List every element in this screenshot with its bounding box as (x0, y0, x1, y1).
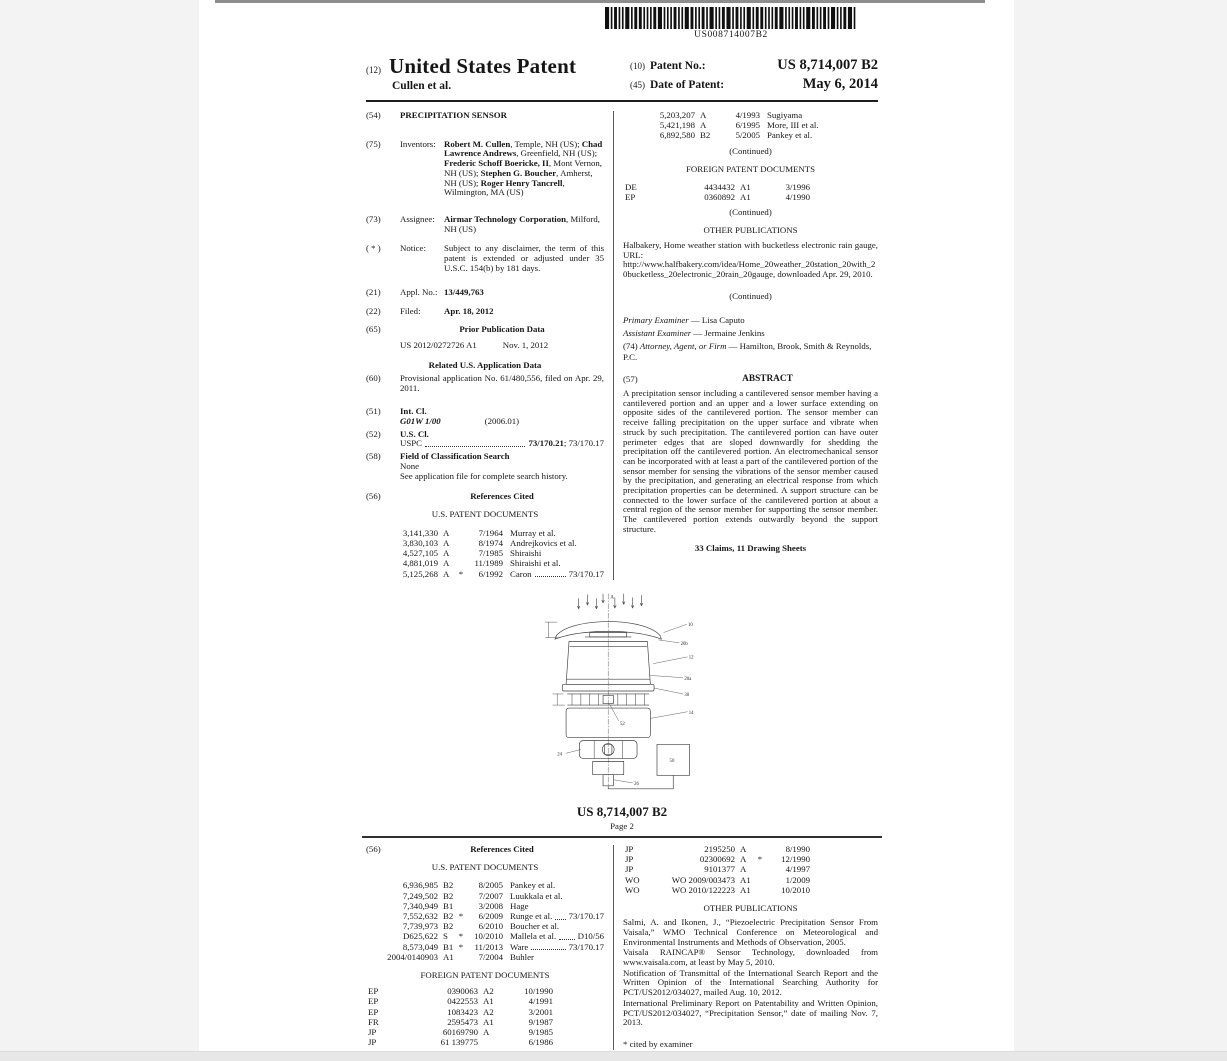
continued-label-us: (Continued) (729, 146, 772, 157)
page2-label: Page 2 (610, 821, 634, 831)
us-patent-reference-row: 8,573,049 B1 * 11/2013 Ware 73/170.17 (402, 941, 604, 952)
notice-row (366, 244, 604, 273)
notice-text: Subject to any disclaimer, the term of this patent is extended or adjusted under 35 U.S.C. 154(b) by 181 days. (444, 243, 604, 273)
provisional-inid: (60) (366, 372, 381, 383)
us-patent-reference-row: 3,830,103 A 8/1974 Andrejkovics et al. (402, 537, 577, 548)
us-references-table-p1-right (623, 111, 878, 141)
page2-refs-inid: (56) (366, 844, 381, 854)
figure-label-24: 24 (557, 752, 563, 758)
assignee-inid: (73) (366, 213, 381, 224)
invention-title: PRECIPITATION SENSOR (400, 110, 507, 120)
uspc-line (366, 439, 604, 449)
page2-right-column (613, 845, 878, 1050)
figure-label-20a: 20a (684, 676, 692, 682)
uscl-label: U.S. Cl. (400, 428, 429, 439)
us-patent-reference-row: 6,892,580 B2 5/2005 Pankey et al. (659, 130, 813, 141)
us-cl-block (366, 430, 604, 449)
related-app-heading: Related U.S. Application Data (428, 360, 542, 371)
inventor-byline: Cullen et al. (392, 80, 452, 92)
foreign-references-table-p2-left (366, 987, 604, 1048)
continued-label-pubs: (Continued) (729, 290, 772, 301)
publication-entry-isr: Notification of Transmittal of the International Search Report and the Written Opinion of the International Searching Authority for PCT/US2012/034027, mailed Aug. 10, 2012. (623, 967, 878, 998)
masthead-right (630, 54, 878, 95)
patent-document-page (199, 0, 1014, 1060)
filed-inid: (22) (366, 306, 381, 317)
patent-no-inid: (10) (630, 61, 645, 71)
us-references-table-p2 (366, 881, 604, 962)
appl-label: Appl. No.: (400, 287, 438, 298)
appl-inid: (21) (366, 287, 381, 298)
focs-see-application: See application file for complete search history. (400, 470, 568, 481)
invention-title-row (366, 111, 604, 121)
other-publications-heading: OTHER PUBLICATIONS (703, 225, 798, 236)
us-patent-documents-heading: U.S. PATENT DOCUMENTS (431, 508, 539, 519)
other-publication-entry: Halbakery, Home weather station with bucketless electronic rain gauge, URL: http://www.halfbakery.com/idea/Home_20weather_20station_20with_20bucketless_20electronic_20rain_20gauge, downloaded Apr. 29, 2010. (623, 239, 878, 279)
focs-none: None (400, 460, 420, 471)
publication-entry-iprp: International Preliminary Report on Patentability and Written Opinion, PCT/US2012/034027, “Precipitation Sensor,” date of mailing Nov. 7, 2013. (623, 997, 878, 1028)
pubdata-date: Nov. 1, 2012 (502, 339, 549, 350)
page2-patent-number: US 8,714,007 B2 (576, 804, 668, 819)
us-patent-reference-row: 6,936,985 B2 8/2005 Pankey et al. (402, 880, 556, 891)
foreign-patent-reference-row: EP 1083423 A2 3/2001 (368, 1006, 553, 1017)
us-patent-reference-row: 5,203,207 A 4/1993 Sugiyama (659, 110, 803, 120)
page2-references-cited-title: References Cited (470, 844, 534, 854)
figure-label-12: 12 (688, 655, 694, 661)
application-number-row (366, 288, 604, 298)
barcode-block (605, 7, 857, 40)
page1-columns (366, 111, 878, 580)
figure-label-10: 10 (688, 622, 693, 628)
attorney-line: (74) Attorney, Agent, or Firm — Hamilton, Brook, Smith & Reynolds, P.C. (623, 341, 872, 362)
barcode-icon (605, 7, 857, 29)
assignee-row (366, 215, 604, 234)
uspc-primary-class: 73/170.21 (528, 438, 564, 449)
rib-section (568, 694, 649, 705)
assistant-examiner-line: Assistant Examiner — Jermaine Jenkins (623, 328, 765, 339)
dot-leader (425, 439, 525, 447)
us-patent-reference-row: 7,249,502 B2 7/2007 Luukkala et al. (402, 890, 563, 901)
abstract-heading-row (623, 375, 878, 385)
patent-figure (538, 591, 708, 791)
figure-label-50: 50 (669, 759, 675, 765)
pubdata-inid: (65) (366, 323, 381, 334)
foreign-patent-documents-heading: FOREIGN PATENT DOCUMENTS (685, 163, 816, 174)
us-patent-reference-row: 2004/0140903 A1 7/2004 Buhler (387, 951, 534, 962)
us-references-table-p1-left (366, 529, 604, 580)
claims-summary-line: 33 Claims, 11 Drawing Sheets (694, 542, 807, 553)
page2-rule (362, 836, 882, 838)
filed-label: Filed: (400, 306, 421, 317)
field-of-search-block (366, 452, 604, 481)
figure-label-20b: 20b (680, 642, 688, 648)
patent-date-row (630, 76, 878, 93)
refs-inid: (56) (366, 491, 381, 502)
foreign-patent-reference-row: WO WO 2010/122223 A1 10/2010 (625, 884, 810, 895)
inventors-label: Inventors: (400, 138, 436, 149)
publication-entry-salmi: Salmi, A. and Ikonen, J., “Piezoelectric Precipitation Sensor From Vaisala,” WMO Technical Conference on Meteorological and Environmental Instruments and Methods of Observation, 2005. (623, 917, 878, 947)
page-title: United States Patent (389, 54, 577, 78)
intcl-inid: (51) (366, 406, 381, 417)
provisional-row (366, 374, 604, 393)
foreign-references-table-p1 (623, 183, 878, 203)
abstract-text: A precipitation sensor including a cantilevered sensor member having a cantilevered portion and an upper and a lower surface extending on opposite sides of the cantilevered portion. The sensor member can receive falling precipitation on the upper surface and vibrate when struck by such precipitation. The cantilevered portion can have outer perimeter edges that are sloped downwardly for shedding the precipitation off the cantilevered portion. An electromechanical sensor can be incorporated with at least a part of the cantilevered portion of the sensor member for sensing the vibrations of the sensor member caused by the precipitation, and generating an electrical response from which precipitation properties can be determined. A support structure can be connected to the lower surface of the cantilevered portion at about a central region of the sensor member for supporting the sensor member. The cantilevered portion extends outwardly beyond the support structure. (623, 388, 878, 534)
inventors-row (366, 140, 604, 198)
assignee-label: Assignee: (400, 213, 435, 224)
int-cl-line (366, 417, 604, 427)
notice-label: Notice: (400, 243, 426, 254)
us-patent-reference-row: 4,881,019 A 11/1989 Shiraishi et al. (402, 558, 561, 569)
us-patent-reference-row: 4,527,105 A 7/1985 Shiraishi (402, 548, 542, 559)
figure-label-a: A (610, 595, 614, 601)
pubdata-doc-number: US 2012/0272726 A1 (400, 339, 477, 350)
provisional-text: Provisional application No. 61/480,556, filed on Apr. 29, 2011. (400, 372, 604, 393)
page2-other-publications-heading: OTHER PUBLICATIONS (703, 902, 798, 913)
date-inid: (45) (630, 80, 645, 90)
foreign-references-table-p2-right (623, 845, 878, 896)
sensor-drawing (538, 591, 708, 791)
figure-label-30: 30 (684, 693, 690, 699)
page2-references-cited-heading (366, 845, 604, 855)
figure-label-14: 14 (688, 710, 694, 716)
foreign-patent-reference-row: FR 2595473 A1 9/1987 (368, 1016, 553, 1027)
focs-label: Field of Classification Search (400, 451, 510, 462)
us-patent-reference-row: 5,125,268 A * 6/1992 Caron 73/170.17 (402, 568, 604, 579)
uspc-secondary-class: ; 73/170.17 (563, 438, 604, 449)
uspc-label: USPC (400, 438, 423, 449)
foreign-patent-reference-row: EP 0360892 A1 4/1990 (625, 191, 810, 202)
us-patent-reference-row: 7,552,632 B2 * 6/2009 Runge et al. 73/170.17 (402, 911, 604, 922)
filed-date-row (366, 307, 604, 317)
foreign-patent-reference-row: EP 0390063 A2 10/1990 (368, 986, 553, 997)
references-cited-title: References Cited (470, 491, 534, 502)
dimension-marks (545, 622, 564, 705)
intcl-label: Int. Cl. (400, 406, 427, 417)
barcode-number: US008714007B2 (694, 30, 768, 40)
prior-publication-heading (366, 325, 604, 335)
us-patent-reference-row: 7,340,949 B1 3/2008 Hage (402, 900, 529, 911)
date-label: Date of Patent: (650, 79, 725, 91)
abstract-title: ABSTRACT (742, 374, 793, 385)
foreign-patent-reference-row: JP 2195250 A 8/1990 (625, 844, 810, 854)
foreign-patent-reference-row: EP 0422553 A1 4/1991 (368, 996, 553, 1007)
int-cl-block (366, 407, 604, 426)
notice-inid: ( * ) (366, 243, 381, 254)
us-patent-reference-row: D625,622 S * 10/2010 Mallela et al. D10/56 (403, 931, 604, 942)
intcl-code: G01W 1/00 (400, 416, 441, 427)
foreign-patent-reference-row: JP 9101377 A 4/1997 (625, 864, 810, 875)
foreign-patent-reference-row: JP 60169790 A 9/1985 (368, 1027, 553, 1038)
assignee-value: Airmar Technology Corporation, Milford, NH (US) (444, 213, 600, 234)
masthead-rule (366, 100, 878, 102)
us-patent-reference-row: 7,739,973 B2 6/2010 Boucher et al. (402, 921, 560, 932)
page2-header (366, 804, 878, 831)
date-value: May 6, 2014 (802, 76, 878, 92)
patent-number-row (630, 57, 878, 74)
inventors-inid: (75) (366, 138, 381, 149)
patent-no-label: Patent No.: (650, 60, 706, 72)
appl-value: 13/449,763 (444, 287, 484, 298)
foreign-patent-reference-row: JP 61 139775 6/1986 (368, 1037, 553, 1048)
page1-right-column (613, 111, 878, 580)
kind-code-number: (12) (366, 65, 381, 75)
continued-label-foreign: (Continued) (729, 207, 772, 218)
focs-inid: (58) (366, 451, 381, 462)
us-patent-reference-row: 3,141,330 A 7/1964 Murray et al. (402, 527, 556, 538)
figure-label-52: 52 (620, 722, 625, 728)
cited-by-examiner-note: * cited by examiner (623, 1038, 693, 1049)
prior-publication-line (366, 341, 604, 351)
foreign-patent-reference-row: JP 02300692 A * 12/1990 (625, 854, 810, 865)
uscl-inid: (52) (366, 428, 381, 439)
masthead-left (366, 54, 576, 95)
abstract-inid: (57) (623, 374, 638, 385)
primary-examiner-line: Primary Examiner — Lisa Caputo (623, 315, 745, 326)
figure-label-26: 26 (634, 782, 639, 788)
connection-wire (608, 775, 673, 788)
filed-value: Apr. 18, 2012 (444, 306, 494, 317)
window-top-edge (215, 0, 985, 3)
page2-left-column (366, 845, 613, 1050)
publication-entry-vaisala: Vaisala RAINCAP® Sensor Technology, downloaded from www.vaisala.com, at least by May 5, 2010. (623, 947, 878, 968)
page1-left-column (366, 111, 613, 580)
pubdata-title: Prior Publication Data (459, 323, 545, 334)
patent-masthead (366, 54, 878, 95)
page2-foreign-patent-documents-heading: FOREIGN PATENT DOCUMENTS (420, 969, 550, 980)
foreign-patent-reference-row: DE 4434432 A1 3/1996 (625, 181, 810, 192)
foreign-patent-reference-row: WO WO 2009/003473 A1 1/2009 (625, 874, 810, 885)
title-inid: (54) (366, 110, 381, 120)
intcl-year: (2006.01) (484, 416, 520, 427)
us-patent-reference-row: 5,421,198 A 6/1995 More, III et al. (659, 120, 819, 131)
patent-no-value: US 8,714,007 B2 (777, 57, 878, 73)
references-cited-heading (366, 492, 604, 502)
page2-columns (366, 845, 878, 1050)
page2-us-patent-documents-heading: U.S. PATENT DOCUMENTS (431, 861, 539, 872)
inventors-value: Robert M. Cullen, Temple, NH (US); Chad Lawrence Andrews, Greenfield, NH (US); Frederic Schoff Boericke, II, Mont Vernon, NH (US); Stephen G. Boucher, Amherst, NH (US); Roger Henry Tancrell, Wilmington, MA (US) (444, 138, 603, 198)
